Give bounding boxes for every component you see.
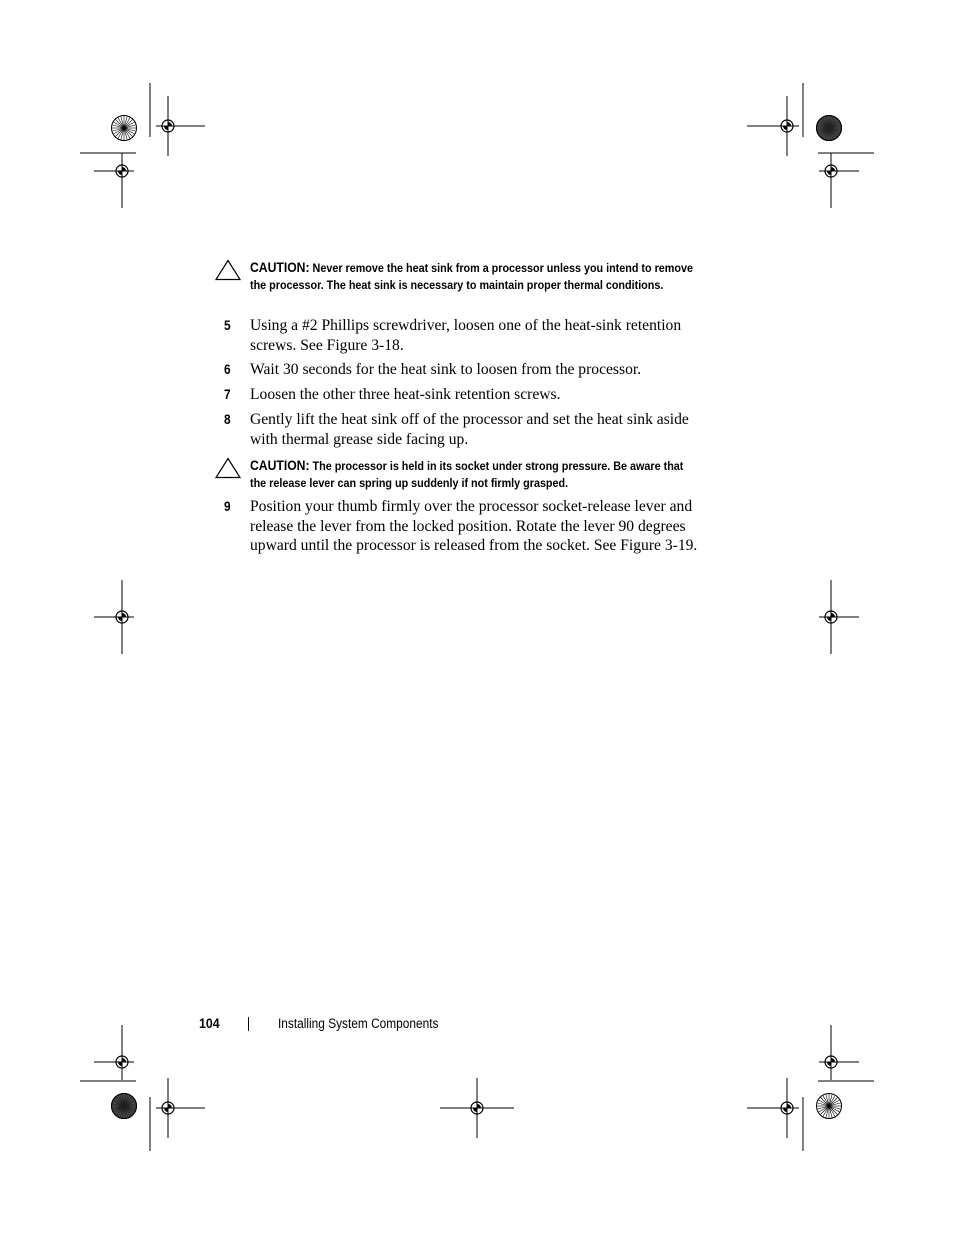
section-title: Installing System Components <box>278 1016 439 1031</box>
registration-crosshair-icon <box>819 580 859 654</box>
registration-crosshair-icon <box>747 96 799 156</box>
registration-crosshair-icon <box>819 1025 859 1080</box>
color-wheel-icon <box>817 116 842 141</box>
step-text: Wait 30 seconds for the heat sink to loosen from the processor. <box>250 361 642 378</box>
step-item <box>224 385 704 405</box>
caution-label: CAUTION: <box>250 259 310 275</box>
registration-crosshair-icon <box>94 580 134 654</box>
caution-triangle-icon <box>215 259 241 281</box>
registration-crosshair-icon <box>819 153 859 208</box>
registration-crosshair-icon <box>94 1025 134 1080</box>
step-item <box>224 497 704 556</box>
caution-triangle-icon <box>215 457 241 479</box>
caution-message: The processor is held in its socket under strong pressure. Be aware that the release lever can spring up suddenly if not firmly grasped. <box>250 459 684 490</box>
caution-notice-2 <box>215 457 715 492</box>
step-text: Position your thumb firmly over the processor socket-release lever and release the lever from the locked position. Rotate the lever 90 degrees upward until the processor is released from the socket. See Figure 3-19. <box>250 498 698 554</box>
caution-text <box>250 457 702 492</box>
step-text: Loosen the other three heat-sink retention screws. <box>250 386 561 403</box>
registration-crosshair-icon <box>94 153 134 208</box>
registration-crosshair-icon <box>440 1078 514 1138</box>
step-number: 9 <box>224 498 231 514</box>
registration-crosshair-icon <box>156 1078 205 1138</box>
registration-crosshair-icon <box>156 96 205 156</box>
color-wheel-icon <box>112 116 137 141</box>
step-item <box>224 316 704 355</box>
step-text: Gently lift the heat sink off of the processor and set the heat sink aside with thermal grease side facing up. <box>250 411 689 448</box>
caution-message: Never remove the heat sink from a processor unless you intend to remove the processor. The heat sink is necessary to maintain proper thermal conditions. <box>250 261 693 292</box>
caution-text <box>250 259 702 294</box>
color-wheel-icon <box>112 1094 137 1119</box>
registration-crosshair-icon <box>747 1078 799 1138</box>
color-wheel-icon <box>817 1094 842 1119</box>
footer-divider <box>248 1017 249 1031</box>
step-text: Using a #2 Phillips screwdriver, loosen one of the heat-sink retention screws. See Figure 3-18. <box>250 317 682 354</box>
step-item <box>224 410 704 449</box>
step-number: 8 <box>224 411 231 427</box>
step-number: 7 <box>224 386 231 402</box>
caution-label: CAUTION: <box>250 457 310 473</box>
page-number: 104 <box>199 1015 220 1031</box>
step-number: 5 <box>224 317 231 333</box>
step-item <box>224 360 704 380</box>
caution-notice-1 <box>215 259 715 294</box>
step-number: 6 <box>224 361 231 377</box>
